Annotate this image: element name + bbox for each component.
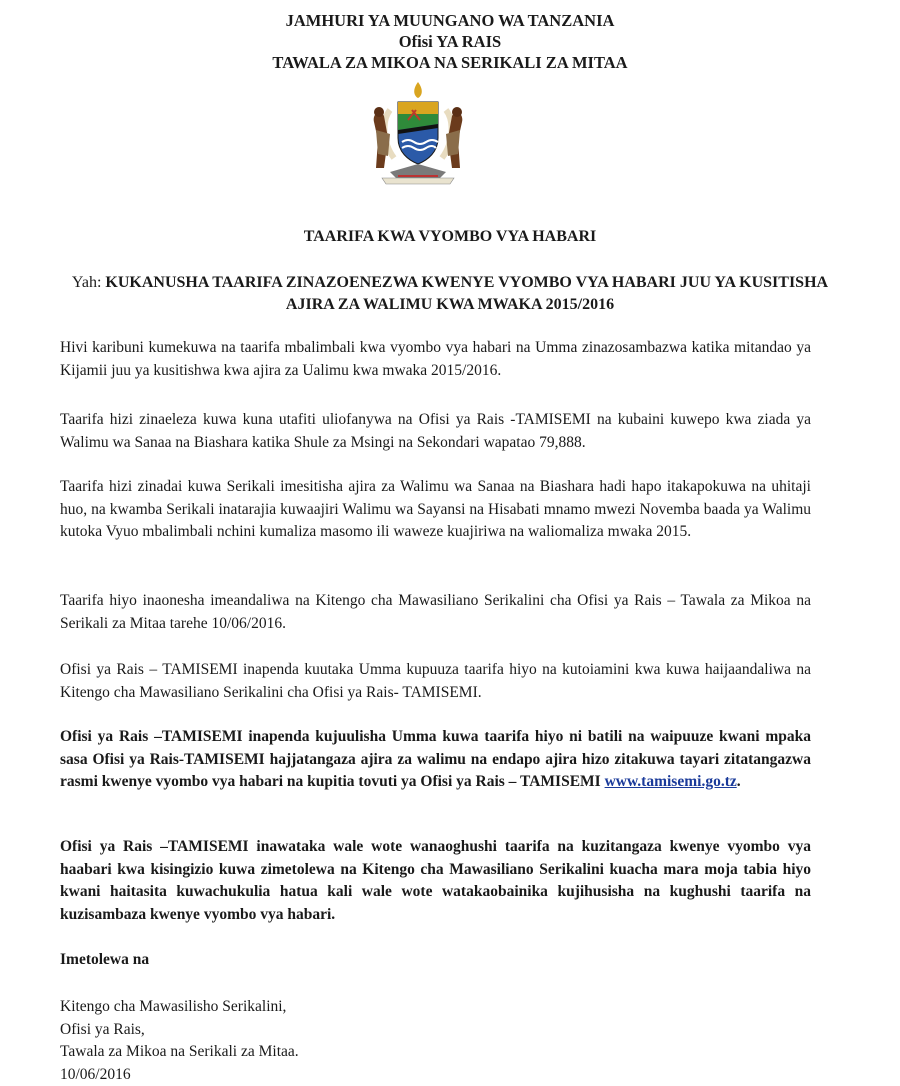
subject-prefix: Yah:	[72, 274, 106, 291]
paragraph-6-text: Ofisi ya Rais –TAMISEMI inapenda kujuulisha Umma kuwa taarifa hiyo ni batili na waipuuze kwani mpaka sasa Ofisi ya Rais-TAMISEMI hajjatangaza ajira za walimu na endapo ajira hizo zitakuwa tayari zitatangazwa rasmi kwenye vyombo vya habari na kupitia tovuti ya Ofisi ya Rais – TAMISEMI	[60, 728, 811, 790]
letterhead	[0, 10, 900, 73]
paragraph-1: Hivi karibuni kumekuwa na taarifa mbalimbali kwa vyombo vya habari na Umma zinazosambazwa katika mitandao ya Kijamii juu ya kusitishwa kwa ajira za Ualimu kwa mwaka 2015/2016.	[60, 337, 811, 382]
document-title: TAARIFA KWA VYOMBO VYA HABARI	[0, 228, 900, 246]
paragraph-7: Ofisi ya Rais –TAMISEMI inawataka wale wote wanaoghushi taarifa na kuzitangaza kwenye vyombo vya haabari kwa kisingizio kuwa zimetolewa na Kitengo cha Mawasiliano Serikalini kuacha mara moja tabia hiyo kwani haitasita kuwachukulia hatua kali wale wote watakaobainika kujihusisha na kughushi taarifa na kuzisambaza kwenye vyombo vya habari.	[60, 836, 811, 926]
subject-line	[60, 272, 840, 316]
tamisemi-website-link[interactable]: www.tamisemi.go.tz	[605, 773, 737, 790]
letterhead-line-1: JAMHURI YA MUUNGANO WA TANZANIA	[0, 10, 900, 31]
paragraph-2: Taarifa hizi zinaeleza kuwa kuna utafiti uliofanywa na Ofisi ya Rais -TAMISEMI na kubaini kuwepo kwa ziada ya Walimu wa Sanaa na Biashara katika Shule za Msingi na Sekondari wapatao 79,888.	[60, 409, 811, 454]
signature-line-1: Kitengo cha Mawasilisho Serikalini,	[60, 996, 299, 1019]
letterhead-line-2: Ofisi YA RAIS	[0, 31, 900, 52]
paragraph-3: Taarifa hizi zinadai kuwa Serikali imesitisha ajira za Walimu wa Sanaa na Biashara hadi hapo itakapokuwa na uhitaji huo, na kwamba Serikali inatarajia kuwaajiri Walimu wa Sayansi na Hisabati mnamo mwezi Novemba baada ya Walimu kutoka Vyuo mbalimbali nchini kumaliza masomo ili waweze kuajiriwa na waliomaliza mwaka 2015.	[60, 476, 811, 544]
issued-by-label: Imetolewa na	[60, 951, 149, 969]
letterhead-line-3: TAWALA ZA MIKOA NA SERIKALI ZA MITAA	[0, 52, 900, 73]
signature-date: 10/06/2016	[60, 1064, 299, 1086]
subject-text: KUKANUSHA TAARIFA ZINAZOENEZWA KWENYE VYOMBO VYA HABARI JUU YA KUSITISHA AJIRA ZA WALIMU KWA MWAKA 2015/2016	[105, 274, 828, 313]
coat-of-arms-icon	[368, 80, 468, 185]
signature-line-3: Tawala za Mikoa na Serikali za Mitaa.	[60, 1041, 299, 1064]
paragraph-6	[60, 726, 811, 794]
signature-block	[60, 996, 299, 1086]
paragraph-4: Taarifa hiyo inaonesha imeandaliwa na Kitengo cha Mawasiliano Serikalini cha Ofisi ya Rais – Tawala za Mikoa na Serikali za Mitaa tarehe 10/06/2016.	[60, 590, 811, 635]
paragraph-5: Ofisi ya Rais – TAMISEMI inapenda kuutaka Umma kupuuza taarifa hiyo na kutoiamini kwa kuwa haijaandaliwa na Kitengo cha Mawasiliano Serikalini cha Ofisi ya Rais- TAMISEMI.	[60, 659, 811, 704]
paragraph-6-end: .	[737, 773, 741, 790]
signature-line-2: Ofisi ya Rais,	[60, 1019, 299, 1042]
